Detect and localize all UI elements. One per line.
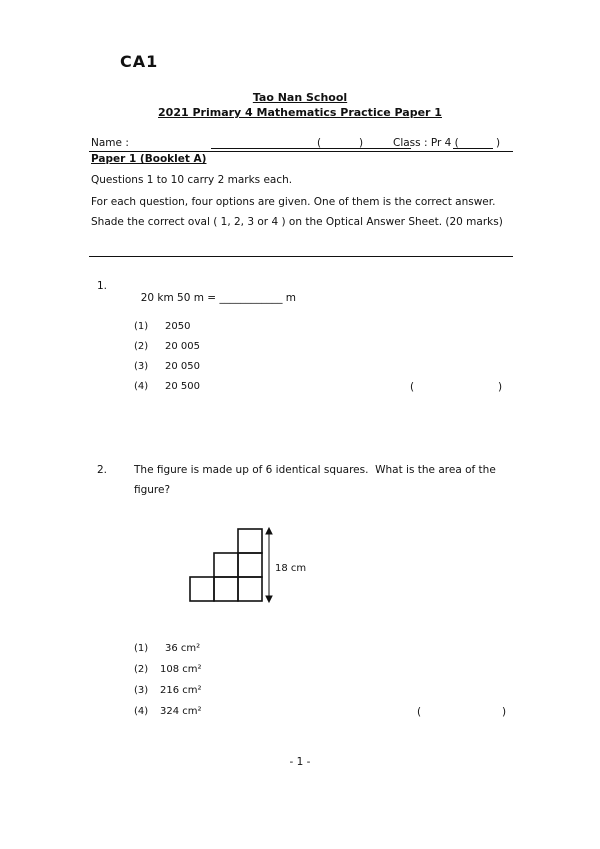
instruction-line-1: Questions 1 to 10 carry 2 marks each. [91, 174, 293, 186]
instruction-line-3: Shade the correct oval ( 1, 2, 3 or 4 ) on the Optical Answer Sheet. (20 marks) [91, 216, 503, 228]
name-class-row [91, 137, 513, 151]
q2-option-2-number: (2) [134, 664, 149, 675]
q2-option-3-number: (3) [134, 685, 149, 696]
question-1-blank: ____________ [219, 292, 283, 304]
question-1-text [134, 280, 296, 304]
class-paren-close: ) [496, 137, 501, 149]
q1-option-4-number: (4) [134, 381, 149, 392]
square-bottom-right [238, 577, 262, 601]
q1-option-2-value: 20 005 [165, 341, 200, 352]
q1-answer-paren-close: ) [498, 381, 503, 393]
class-blank-line [453, 148, 493, 149]
q1-option-4-value: 20 500 [165, 381, 200, 392]
q2-answer-paren-open: ( [417, 706, 422, 718]
q2-option-1-number: (1) [134, 643, 149, 654]
square-mid-left [214, 553, 238, 577]
q2-option-4-value: 324 cm² [160, 706, 202, 717]
section-rule [89, 256, 513, 257]
header-rule [89, 151, 513, 152]
name-blank-line [211, 148, 411, 149]
q2-option-4-number: (4) [134, 706, 149, 717]
q2-option-3-value: 216 cm² [160, 685, 202, 696]
q1-option-1-value: 2050 [165, 321, 191, 332]
instruction-line-2: For each question, four options are given. One of them is the correct answer. [91, 196, 496, 208]
paper-tag: CA1 [120, 52, 159, 71]
school-name: Tao Nan School [252, 91, 348, 104]
question-2-text-line-1: The figure is made up of 6 identical squares. What is the area of the [134, 464, 496, 476]
index-paren-close: ) [359, 137, 364, 149]
q2-option-1-value: 36 cm² [165, 643, 201, 654]
paper-title: 2021 Primary 4 Mathematics Practice Paper 1 [158, 106, 442, 119]
q2-option-2-value: 108 cm² [160, 664, 202, 675]
question-2-text-line-2: figure? [134, 484, 171, 496]
q2-answer-paren-close: ) [502, 706, 507, 718]
class-label: Class : Pr 4 ( [393, 137, 459, 149]
square-mid-right [238, 553, 262, 577]
square-top [238, 529, 262, 553]
figure-height-label: 18 cm [275, 563, 307, 574]
question-2-number: 2. [97, 464, 108, 476]
question-1-stem: 20 km 50 m = [140, 292, 220, 304]
question-1-unit: m [282, 292, 297, 304]
question-1-number: 1. [97, 280, 108, 292]
q1-option-2-number: (2) [134, 341, 149, 352]
page-number: - 1 - [289, 756, 311, 768]
q1-option-3-value: 20 050 [165, 361, 200, 372]
booklet-title: Paper 1 (Booklet A) [91, 153, 207, 165]
name-label: Name : [91, 137, 129, 149]
square-bottom-left [190, 577, 214, 601]
q1-option-1-number: (1) [134, 321, 149, 332]
height-dimension-arrow [266, 528, 272, 602]
square-bottom-middle [214, 577, 238, 601]
q1-answer-paren-open: ( [410, 381, 415, 393]
q1-option-3-number: (3) [134, 361, 149, 372]
index-paren-open: ( [317, 137, 322, 149]
